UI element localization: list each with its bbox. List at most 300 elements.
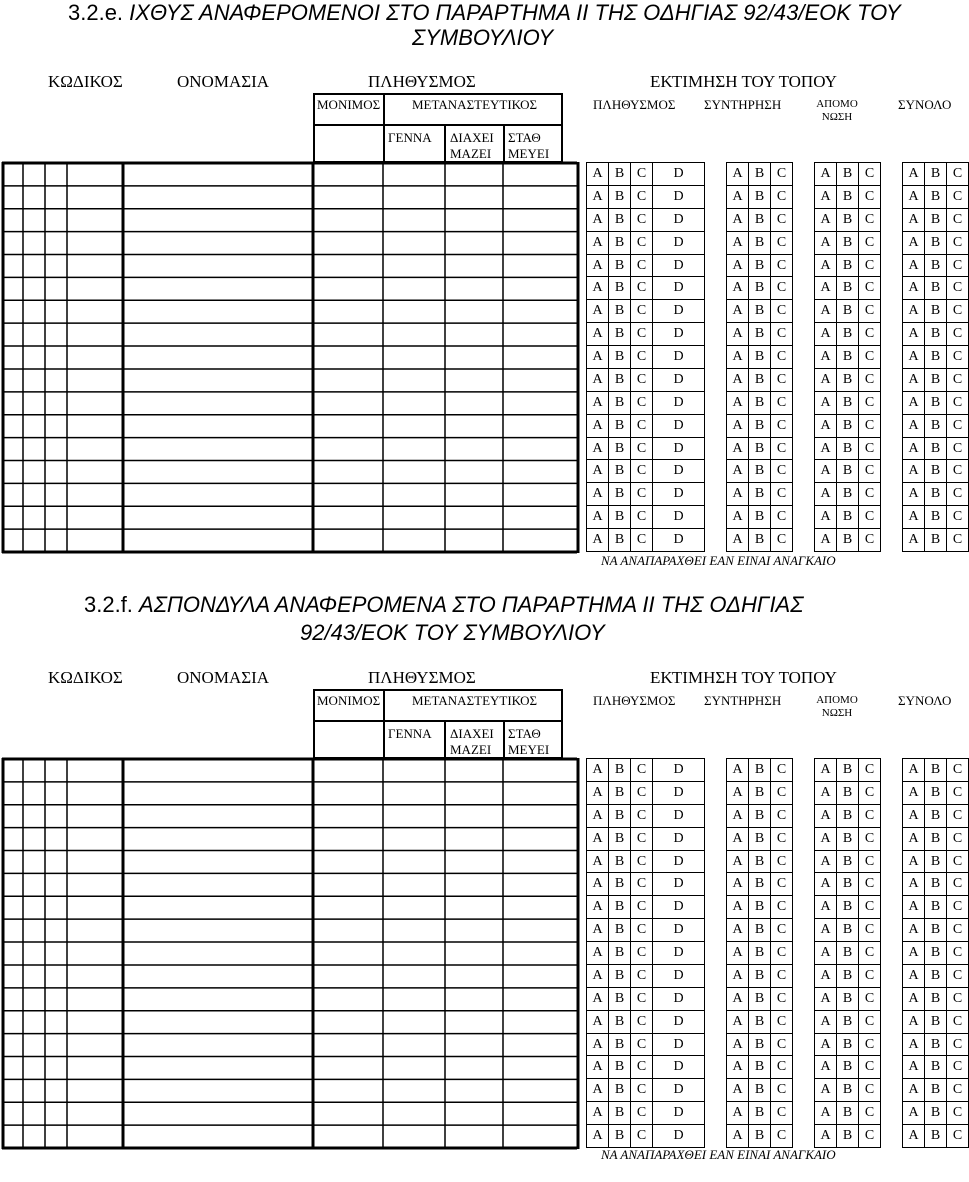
conservation-grade-a-checkbox[interactable]: A	[726, 276, 749, 300]
population-grade-a-checkbox[interactable]: A	[586, 1010, 609, 1034]
population-grade-a-checkbox[interactable]: A	[586, 322, 609, 346]
isolation-grade-c-checkbox[interactable]: C	[858, 414, 881, 438]
population-grade-c-checkbox[interactable]: C	[630, 505, 653, 529]
global-grade-c-checkbox[interactable]: C	[946, 345, 969, 369]
conservation-grade-a-checkbox[interactable]: A	[726, 781, 749, 805]
conservation-grade-a-checkbox[interactable]: A	[726, 414, 749, 438]
global-grade-c-checkbox[interactable]: C	[946, 254, 969, 278]
isolation-grade-c-checkbox[interactable]: C	[858, 528, 881, 552]
isolation-grade-b-checkbox[interactable]: B	[836, 208, 859, 232]
isolation-grade-a-checkbox[interactable]: A	[814, 368, 837, 392]
population-grade-a-checkbox[interactable]: A	[586, 208, 609, 232]
population-grade-b-checkbox[interactable]: B	[608, 1010, 631, 1034]
conservation-grade-c-checkbox[interactable]: C	[770, 941, 793, 965]
global-grade-c-checkbox[interactable]: C	[946, 459, 969, 483]
global-grade-b-checkbox[interactable]: B	[924, 1101, 947, 1125]
global-grade-b-checkbox[interactable]: B	[924, 185, 947, 209]
global-grade-c-checkbox[interactable]: C	[946, 1033, 969, 1057]
population-grade-b-checkbox[interactable]: B	[608, 827, 631, 851]
conservation-grade-a-checkbox[interactable]: A	[726, 1010, 749, 1034]
conservation-grade-c-checkbox[interactable]: C	[770, 254, 793, 278]
global-grade-a-checkbox[interactable]: A	[902, 918, 925, 942]
global-grade-b-checkbox[interactable]: B	[924, 276, 947, 300]
population-grade-d-checkbox[interactable]: D	[652, 368, 705, 392]
global-grade-a-checkbox[interactable]: A	[902, 964, 925, 988]
global-grade-c-checkbox[interactable]: C	[946, 987, 969, 1011]
isolation-grade-a-checkbox[interactable]: A	[814, 208, 837, 232]
global-grade-a-checkbox[interactable]: A	[902, 781, 925, 805]
conservation-grade-a-checkbox[interactable]: A	[726, 1101, 749, 1125]
conservation-grade-a-checkbox[interactable]: A	[726, 1124, 749, 1148]
population-grade-a-checkbox[interactable]: A	[586, 231, 609, 255]
conservation-grade-c-checkbox[interactable]: C	[770, 1078, 793, 1102]
conservation-grade-a-checkbox[interactable]: A	[726, 1055, 749, 1079]
population-grade-a-checkbox[interactable]: A	[586, 528, 609, 552]
conservation-grade-a-checkbox[interactable]: A	[726, 850, 749, 874]
global-grade-a-checkbox[interactable]: A	[902, 804, 925, 828]
population-grade-b-checkbox[interactable]: B	[608, 528, 631, 552]
global-grade-c-checkbox[interactable]: C	[946, 437, 969, 461]
population-grade-a-checkbox[interactable]: A	[586, 1033, 609, 1057]
global-grade-b-checkbox[interactable]: B	[924, 254, 947, 278]
global-grade-a-checkbox[interactable]: A	[902, 1010, 925, 1034]
population-grade-d-checkbox[interactable]: D	[652, 322, 705, 346]
isolation-grade-b-checkbox[interactable]: B	[836, 941, 859, 965]
global-grade-c-checkbox[interactable]: C	[946, 528, 969, 552]
global-grade-a-checkbox[interactable]: A	[902, 414, 925, 438]
conservation-grade-b-checkbox[interactable]: B	[748, 528, 771, 552]
global-grade-b-checkbox[interactable]: B	[924, 827, 947, 851]
isolation-grade-a-checkbox[interactable]: A	[814, 345, 837, 369]
conservation-grade-c-checkbox[interactable]: C	[770, 850, 793, 874]
population-grade-d-checkbox[interactable]: D	[652, 231, 705, 255]
conservation-grade-c-checkbox[interactable]: C	[770, 459, 793, 483]
isolation-grade-c-checkbox[interactable]: C	[858, 827, 881, 851]
population-grade-c-checkbox[interactable]: C	[630, 254, 653, 278]
conservation-grade-c-checkbox[interactable]: C	[770, 528, 793, 552]
isolation-grade-c-checkbox[interactable]: C	[858, 1010, 881, 1034]
conservation-grade-b-checkbox[interactable]: B	[748, 781, 771, 805]
population-grade-d-checkbox[interactable]: D	[652, 185, 705, 209]
global-grade-c-checkbox[interactable]: C	[946, 964, 969, 988]
isolation-grade-a-checkbox[interactable]: A	[814, 964, 837, 988]
conservation-grade-b-checkbox[interactable]: B	[748, 1055, 771, 1079]
global-grade-c-checkbox[interactable]: C	[946, 850, 969, 874]
population-grade-a-checkbox[interactable]: A	[586, 964, 609, 988]
isolation-grade-b-checkbox[interactable]: B	[836, 231, 859, 255]
conservation-grade-b-checkbox[interactable]: B	[748, 758, 771, 782]
population-grade-c-checkbox[interactable]: C	[630, 368, 653, 392]
population-grade-a-checkbox[interactable]: A	[586, 391, 609, 415]
conservation-grade-c-checkbox[interactable]: C	[770, 299, 793, 323]
global-grade-c-checkbox[interactable]: C	[946, 414, 969, 438]
conservation-grade-b-checkbox[interactable]: B	[748, 872, 771, 896]
isolation-grade-c-checkbox[interactable]: C	[858, 368, 881, 392]
population-grade-c-checkbox[interactable]: C	[630, 1033, 653, 1057]
population-grade-b-checkbox[interactable]: B	[608, 208, 631, 232]
population-grade-d-checkbox[interactable]: D	[652, 872, 705, 896]
global-grade-c-checkbox[interactable]: C	[946, 872, 969, 896]
isolation-grade-a-checkbox[interactable]: A	[814, 528, 837, 552]
population-grade-d-checkbox[interactable]: D	[652, 964, 705, 988]
conservation-grade-a-checkbox[interactable]: A	[726, 437, 749, 461]
isolation-grade-c-checkbox[interactable]: C	[858, 781, 881, 805]
global-grade-b-checkbox[interactable]: B	[924, 804, 947, 828]
conservation-grade-a-checkbox[interactable]: A	[726, 505, 749, 529]
population-grade-c-checkbox[interactable]: C	[630, 804, 653, 828]
population-grade-b-checkbox[interactable]: B	[608, 276, 631, 300]
conservation-grade-b-checkbox[interactable]: B	[748, 1078, 771, 1102]
population-grade-b-checkbox[interactable]: B	[608, 1101, 631, 1125]
population-grade-a-checkbox[interactable]: A	[586, 804, 609, 828]
isolation-grade-b-checkbox[interactable]: B	[836, 505, 859, 529]
population-grade-b-checkbox[interactable]: B	[608, 872, 631, 896]
population-grade-d-checkbox[interactable]: D	[652, 276, 705, 300]
conservation-grade-b-checkbox[interactable]: B	[748, 505, 771, 529]
population-grade-c-checkbox[interactable]: C	[630, 231, 653, 255]
population-grade-c-checkbox[interactable]: C	[630, 437, 653, 461]
isolation-grade-b-checkbox[interactable]: B	[836, 1010, 859, 1034]
population-grade-d-checkbox[interactable]: D	[652, 1010, 705, 1034]
isolation-grade-a-checkbox[interactable]: A	[814, 987, 837, 1011]
population-grade-d-checkbox[interactable]: D	[652, 1124, 705, 1148]
isolation-grade-b-checkbox[interactable]: B	[836, 528, 859, 552]
global-grade-c-checkbox[interactable]: C	[946, 895, 969, 919]
population-grade-b-checkbox[interactable]: B	[608, 254, 631, 278]
global-grade-c-checkbox[interactable]: C	[946, 758, 969, 782]
isolation-grade-a-checkbox[interactable]: A	[814, 1124, 837, 1148]
population-grade-b-checkbox[interactable]: B	[608, 781, 631, 805]
population-grade-c-checkbox[interactable]: C	[630, 185, 653, 209]
global-grade-c-checkbox[interactable]: C	[946, 918, 969, 942]
global-grade-c-checkbox[interactable]: C	[946, 941, 969, 965]
global-grade-b-checkbox[interactable]: B	[924, 964, 947, 988]
isolation-grade-c-checkbox[interactable]: C	[858, 1124, 881, 1148]
isolation-grade-a-checkbox[interactable]: A	[814, 322, 837, 346]
population-grade-a-checkbox[interactable]: A	[586, 299, 609, 323]
isolation-grade-c-checkbox[interactable]: C	[858, 964, 881, 988]
isolation-grade-c-checkbox[interactable]: C	[858, 505, 881, 529]
isolation-grade-a-checkbox[interactable]: A	[814, 459, 837, 483]
conservation-grade-b-checkbox[interactable]: B	[748, 804, 771, 828]
population-grade-b-checkbox[interactable]: B	[608, 185, 631, 209]
population-grade-d-checkbox[interactable]: D	[652, 827, 705, 851]
isolation-grade-c-checkbox[interactable]: C	[858, 482, 881, 506]
conservation-grade-b-checkbox[interactable]: B	[748, 482, 771, 506]
population-grade-d-checkbox[interactable]: D	[652, 1078, 705, 1102]
isolation-grade-a-checkbox[interactable]: A	[814, 1101, 837, 1125]
population-grade-a-checkbox[interactable]: A	[586, 1055, 609, 1079]
population-grade-b-checkbox[interactable]: B	[608, 482, 631, 506]
conservation-grade-b-checkbox[interactable]: B	[748, 437, 771, 461]
isolation-grade-b-checkbox[interactable]: B	[836, 437, 859, 461]
global-grade-c-checkbox[interactable]: C	[946, 804, 969, 828]
global-grade-b-checkbox[interactable]: B	[924, 345, 947, 369]
isolation-grade-b-checkbox[interactable]: B	[836, 459, 859, 483]
conservation-grade-b-checkbox[interactable]: B	[748, 368, 771, 392]
population-grade-d-checkbox[interactable]: D	[652, 299, 705, 323]
isolation-grade-b-checkbox[interactable]: B	[836, 804, 859, 828]
isolation-grade-b-checkbox[interactable]: B	[836, 299, 859, 323]
conservation-grade-b-checkbox[interactable]: B	[748, 895, 771, 919]
isolation-grade-a-checkbox[interactable]: A	[814, 391, 837, 415]
population-grade-b-checkbox[interactable]: B	[608, 850, 631, 874]
conservation-grade-c-checkbox[interactable]: C	[770, 231, 793, 255]
global-grade-b-checkbox[interactable]: B	[924, 941, 947, 965]
isolation-grade-c-checkbox[interactable]: C	[858, 758, 881, 782]
conservation-grade-a-checkbox[interactable]: A	[726, 872, 749, 896]
global-grade-a-checkbox[interactable]: A	[902, 322, 925, 346]
population-grade-a-checkbox[interactable]: A	[586, 987, 609, 1011]
isolation-grade-b-checkbox[interactable]: B	[836, 254, 859, 278]
conservation-grade-a-checkbox[interactable]: A	[726, 254, 749, 278]
population-grade-b-checkbox[interactable]: B	[608, 459, 631, 483]
conservation-grade-b-checkbox[interactable]: B	[748, 254, 771, 278]
population-grade-a-checkbox[interactable]: A	[586, 368, 609, 392]
conservation-grade-c-checkbox[interactable]: C	[770, 895, 793, 919]
population-grade-a-checkbox[interactable]: A	[586, 918, 609, 942]
isolation-grade-c-checkbox[interactable]: C	[858, 1033, 881, 1057]
isolation-grade-c-checkbox[interactable]: C	[858, 895, 881, 919]
global-grade-b-checkbox[interactable]: B	[924, 528, 947, 552]
conservation-grade-b-checkbox[interactable]: B	[748, 345, 771, 369]
global-grade-c-checkbox[interactable]: C	[946, 1055, 969, 1079]
isolation-grade-b-checkbox[interactable]: B	[836, 414, 859, 438]
global-grade-a-checkbox[interactable]: A	[902, 437, 925, 461]
global-grade-b-checkbox[interactable]: B	[924, 987, 947, 1011]
population-grade-a-checkbox[interactable]: A	[586, 162, 609, 186]
conservation-grade-c-checkbox[interactable]: C	[770, 804, 793, 828]
global-grade-c-checkbox[interactable]: C	[946, 208, 969, 232]
conservation-grade-a-checkbox[interactable]: A	[726, 964, 749, 988]
conservation-grade-c-checkbox[interactable]: C	[770, 1010, 793, 1034]
population-grade-a-checkbox[interactable]: A	[586, 941, 609, 965]
conservation-grade-a-checkbox[interactable]: A	[726, 231, 749, 255]
global-grade-b-checkbox[interactable]: B	[924, 850, 947, 874]
conservation-grade-b-checkbox[interactable]: B	[748, 987, 771, 1011]
population-grade-c-checkbox[interactable]: C	[630, 322, 653, 346]
grade-grid[interactable]	[586, 758, 963, 1147]
population-grade-a-checkbox[interactable]: A	[586, 505, 609, 529]
isolation-grade-c-checkbox[interactable]: C	[858, 1078, 881, 1102]
global-grade-a-checkbox[interactable]: A	[902, 1033, 925, 1057]
global-grade-b-checkbox[interactable]: B	[924, 162, 947, 186]
global-grade-a-checkbox[interactable]: A	[902, 872, 925, 896]
isolation-grade-c-checkbox[interactable]: C	[858, 391, 881, 415]
population-grade-a-checkbox[interactable]: A	[586, 758, 609, 782]
population-grade-b-checkbox[interactable]: B	[608, 1124, 631, 1148]
global-grade-a-checkbox[interactable]: A	[902, 208, 925, 232]
population-grade-d-checkbox[interactable]: D	[652, 345, 705, 369]
conservation-grade-c-checkbox[interactable]: C	[770, 414, 793, 438]
conservation-grade-c-checkbox[interactable]: C	[770, 1055, 793, 1079]
population-grade-d-checkbox[interactable]: D	[652, 162, 705, 186]
conservation-grade-b-checkbox[interactable]: B	[748, 941, 771, 965]
global-grade-a-checkbox[interactable]: A	[902, 1101, 925, 1125]
conservation-grade-b-checkbox[interactable]: B	[748, 1033, 771, 1057]
population-grade-d-checkbox[interactable]: D	[652, 941, 705, 965]
global-grade-a-checkbox[interactable]: A	[902, 345, 925, 369]
global-grade-b-checkbox[interactable]: B	[924, 1124, 947, 1148]
conservation-grade-b-checkbox[interactable]: B	[748, 299, 771, 323]
population-grade-a-checkbox[interactable]: A	[586, 1078, 609, 1102]
population-grade-c-checkbox[interactable]: C	[630, 1010, 653, 1034]
isolation-grade-b-checkbox[interactable]: B	[836, 1055, 859, 1079]
isolation-grade-b-checkbox[interactable]: B	[836, 781, 859, 805]
conservation-grade-c-checkbox[interactable]: C	[770, 437, 793, 461]
population-grade-c-checkbox[interactable]: C	[630, 781, 653, 805]
population-grade-d-checkbox[interactable]: D	[652, 781, 705, 805]
global-grade-b-checkbox[interactable]: B	[924, 482, 947, 506]
global-grade-c-checkbox[interactable]: C	[946, 299, 969, 323]
global-grade-c-checkbox[interactable]: C	[946, 1078, 969, 1102]
global-grade-b-checkbox[interactable]: B	[924, 1010, 947, 1034]
conservation-grade-b-checkbox[interactable]: B	[748, 459, 771, 483]
global-grade-b-checkbox[interactable]: B	[924, 414, 947, 438]
conservation-grade-c-checkbox[interactable]: C	[770, 918, 793, 942]
isolation-grade-b-checkbox[interactable]: B	[836, 368, 859, 392]
global-grade-a-checkbox[interactable]: A	[902, 1078, 925, 1102]
global-grade-b-checkbox[interactable]: B	[924, 895, 947, 919]
global-grade-c-checkbox[interactable]: C	[946, 276, 969, 300]
population-grade-a-checkbox[interactable]: A	[586, 482, 609, 506]
conservation-grade-c-checkbox[interactable]: C	[770, 987, 793, 1011]
population-grade-d-checkbox[interactable]: D	[652, 528, 705, 552]
conservation-grade-a-checkbox[interactable]: A	[726, 482, 749, 506]
grade-grid[interactable]	[586, 162, 963, 551]
isolation-grade-c-checkbox[interactable]: C	[858, 804, 881, 828]
isolation-grade-c-checkbox[interactable]: C	[858, 254, 881, 278]
population-grade-c-checkbox[interactable]: C	[630, 1078, 653, 1102]
isolation-grade-b-checkbox[interactable]: B	[836, 918, 859, 942]
population-grade-b-checkbox[interactable]: B	[608, 804, 631, 828]
isolation-grade-b-checkbox[interactable]: B	[836, 827, 859, 851]
isolation-grade-a-checkbox[interactable]: A	[814, 941, 837, 965]
isolation-grade-a-checkbox[interactable]: A	[814, 437, 837, 461]
population-grade-c-checkbox[interactable]: C	[630, 918, 653, 942]
global-grade-c-checkbox[interactable]: C	[946, 1101, 969, 1125]
isolation-grade-a-checkbox[interactable]: A	[814, 162, 837, 186]
population-grade-c-checkbox[interactable]: C	[630, 482, 653, 506]
population-grade-c-checkbox[interactable]: C	[630, 276, 653, 300]
conservation-grade-a-checkbox[interactable]: A	[726, 1078, 749, 1102]
conservation-grade-c-checkbox[interactable]: C	[770, 964, 793, 988]
population-grade-c-checkbox[interactable]: C	[630, 459, 653, 483]
population-grade-d-checkbox[interactable]: D	[652, 758, 705, 782]
population-grade-d-checkbox[interactable]: D	[652, 459, 705, 483]
isolation-grade-b-checkbox[interactable]: B	[836, 1124, 859, 1148]
population-grade-d-checkbox[interactable]: D	[652, 987, 705, 1011]
conservation-grade-a-checkbox[interactable]: A	[726, 804, 749, 828]
population-grade-b-checkbox[interactable]: B	[608, 368, 631, 392]
population-grade-b-checkbox[interactable]: B	[608, 414, 631, 438]
population-grade-b-checkbox[interactable]: B	[608, 345, 631, 369]
population-grade-a-checkbox[interactable]: A	[586, 185, 609, 209]
population-grade-d-checkbox[interactable]: D	[652, 414, 705, 438]
global-grade-b-checkbox[interactable]: B	[924, 231, 947, 255]
population-grade-c-checkbox[interactable]: C	[630, 1055, 653, 1079]
isolation-grade-a-checkbox[interactable]: A	[814, 1078, 837, 1102]
population-grade-a-checkbox[interactable]: A	[586, 437, 609, 461]
conservation-grade-b-checkbox[interactable]: B	[748, 162, 771, 186]
conservation-grade-c-checkbox[interactable]: C	[770, 322, 793, 346]
conservation-grade-b-checkbox[interactable]: B	[748, 414, 771, 438]
isolation-grade-c-checkbox[interactable]: C	[858, 987, 881, 1011]
conservation-grade-a-checkbox[interactable]: A	[726, 941, 749, 965]
population-grade-a-checkbox[interactable]: A	[586, 850, 609, 874]
conservation-grade-c-checkbox[interactable]: C	[770, 505, 793, 529]
population-grade-d-checkbox[interactable]: D	[652, 1101, 705, 1125]
population-grade-b-checkbox[interactable]: B	[608, 758, 631, 782]
species-entry-grid[interactable]	[2, 758, 577, 1147]
population-grade-b-checkbox[interactable]: B	[608, 162, 631, 186]
isolation-grade-a-checkbox[interactable]: A	[814, 414, 837, 438]
isolation-grade-a-checkbox[interactable]: A	[814, 1010, 837, 1034]
conservation-grade-b-checkbox[interactable]: B	[748, 1101, 771, 1125]
population-grade-d-checkbox[interactable]: D	[652, 850, 705, 874]
conservation-grade-c-checkbox[interactable]: C	[770, 1033, 793, 1057]
global-grade-a-checkbox[interactable]: A	[902, 528, 925, 552]
population-grade-b-checkbox[interactable]: B	[608, 322, 631, 346]
isolation-grade-a-checkbox[interactable]: A	[814, 254, 837, 278]
isolation-grade-a-checkbox[interactable]: A	[814, 804, 837, 828]
isolation-grade-c-checkbox[interactable]: C	[858, 345, 881, 369]
population-grade-b-checkbox[interactable]: B	[608, 437, 631, 461]
global-grade-c-checkbox[interactable]: C	[946, 162, 969, 186]
isolation-grade-b-checkbox[interactable]: B	[836, 276, 859, 300]
global-grade-a-checkbox[interactable]: A	[902, 231, 925, 255]
global-grade-b-checkbox[interactable]: B	[924, 299, 947, 323]
conservation-grade-a-checkbox[interactable]: A	[726, 322, 749, 346]
conservation-grade-a-checkbox[interactable]: A	[726, 758, 749, 782]
global-grade-b-checkbox[interactable]: B	[924, 368, 947, 392]
isolation-grade-b-checkbox[interactable]: B	[836, 850, 859, 874]
global-grade-c-checkbox[interactable]: C	[946, 368, 969, 392]
population-grade-c-checkbox[interactable]: C	[630, 1101, 653, 1125]
population-grade-b-checkbox[interactable]: B	[608, 895, 631, 919]
isolation-grade-a-checkbox[interactable]: A	[814, 918, 837, 942]
population-grade-b-checkbox[interactable]: B	[608, 918, 631, 942]
global-grade-b-checkbox[interactable]: B	[924, 781, 947, 805]
population-grade-d-checkbox[interactable]: D	[652, 254, 705, 278]
global-grade-a-checkbox[interactable]: A	[902, 368, 925, 392]
isolation-grade-a-checkbox[interactable]: A	[814, 231, 837, 255]
population-grade-d-checkbox[interactable]: D	[652, 1033, 705, 1057]
global-grade-b-checkbox[interactable]: B	[924, 1055, 947, 1079]
isolation-grade-b-checkbox[interactable]: B	[836, 391, 859, 415]
population-grade-b-checkbox[interactable]: B	[608, 964, 631, 988]
population-grade-c-checkbox[interactable]: C	[630, 414, 653, 438]
global-grade-b-checkbox[interactable]: B	[924, 505, 947, 529]
population-grade-d-checkbox[interactable]: D	[652, 918, 705, 942]
global-grade-a-checkbox[interactable]: A	[902, 758, 925, 782]
conservation-grade-b-checkbox[interactable]: B	[748, 918, 771, 942]
conservation-grade-b-checkbox[interactable]: B	[748, 1124, 771, 1148]
global-grade-a-checkbox[interactable]: A	[902, 941, 925, 965]
global-grade-a-checkbox[interactable]: A	[902, 987, 925, 1011]
global-grade-b-checkbox[interactable]: B	[924, 1078, 947, 1102]
global-grade-a-checkbox[interactable]: A	[902, 1124, 925, 1148]
conservation-grade-b-checkbox[interactable]: B	[748, 208, 771, 232]
isolation-grade-a-checkbox[interactable]: A	[814, 850, 837, 874]
isolation-grade-c-checkbox[interactable]: C	[858, 1101, 881, 1125]
conservation-grade-c-checkbox[interactable]: C	[770, 482, 793, 506]
global-grade-c-checkbox[interactable]: C	[946, 1010, 969, 1034]
conservation-grade-a-checkbox[interactable]: A	[726, 459, 749, 483]
isolation-grade-c-checkbox[interactable]: C	[858, 850, 881, 874]
conservation-grade-c-checkbox[interactable]: C	[770, 391, 793, 415]
population-grade-c-checkbox[interactable]: C	[630, 528, 653, 552]
